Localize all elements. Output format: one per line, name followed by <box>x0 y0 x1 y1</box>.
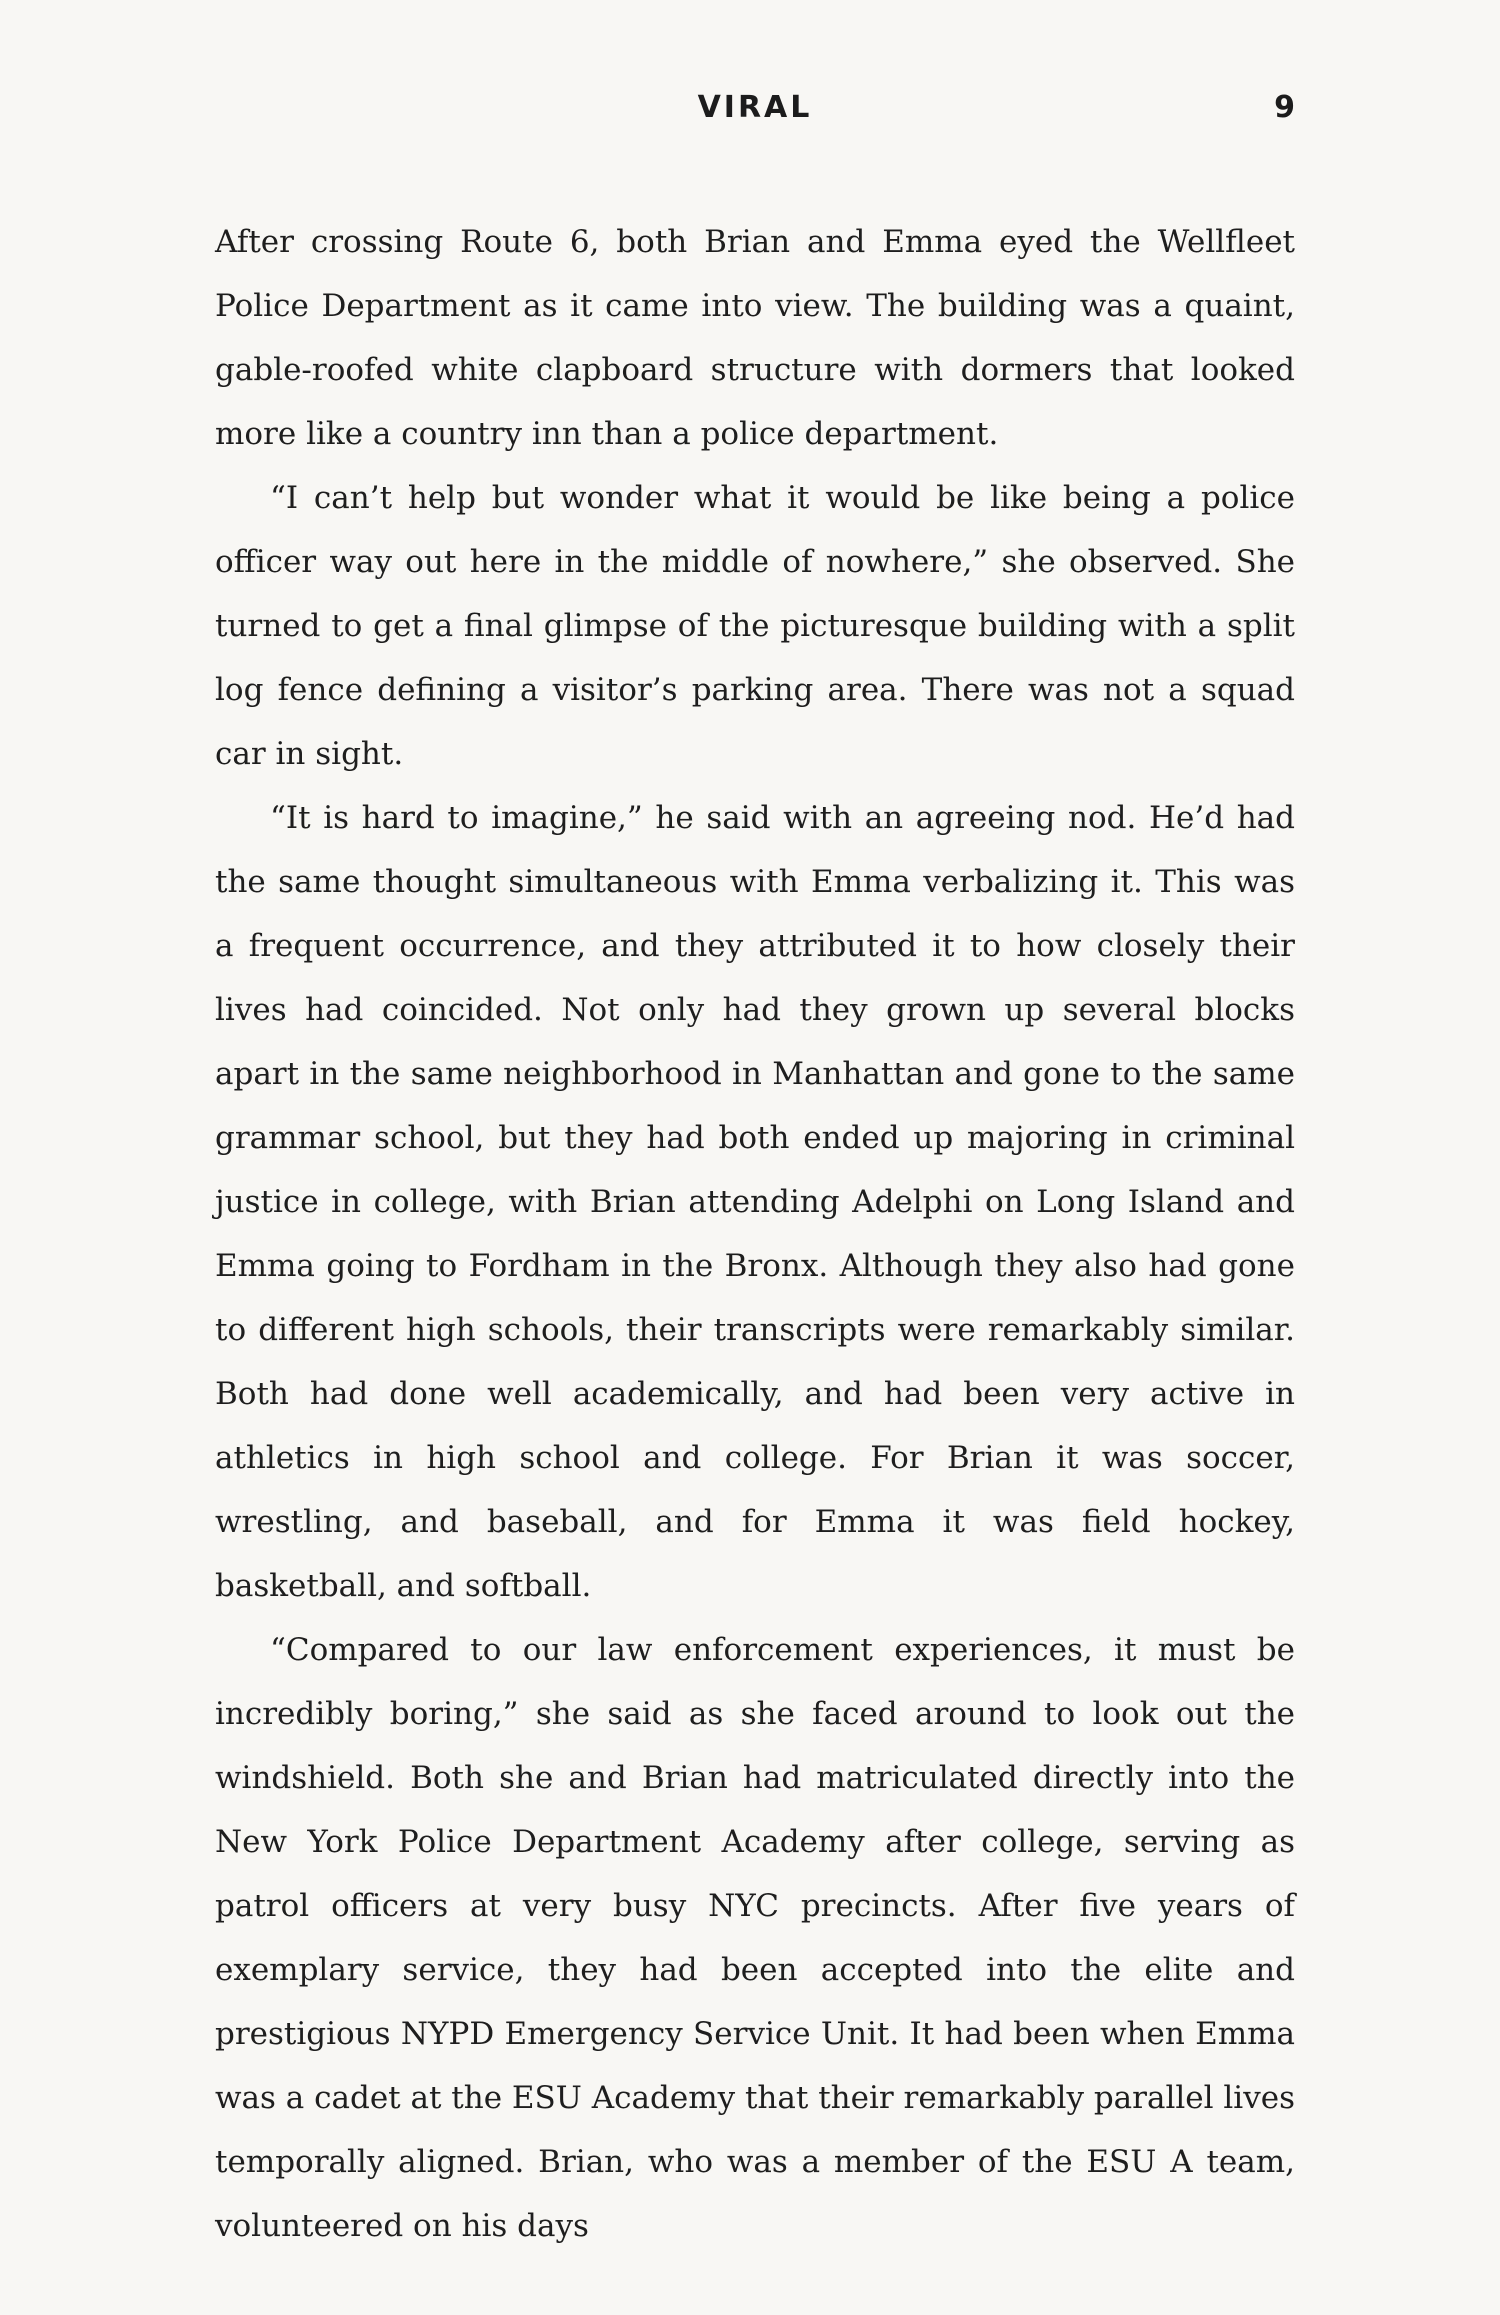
paragraph-3: “It is hard to imagine,” he said with an agreeing nod. He’d had the same thought simultaneous with Emma verbalizing it. This was a frequent occurrence, and they attributed it to how closely their lives had coincided. Not only had they grown up several blocks apart in the same neighborhood in Manhattan and gone to the same grammar school, but they had both ended up majoring in criminal justice in college, with Brian attending Adelphi on Long Island and Emma going to Fordham in the Bronx. Although they also had gone to different high schools, their transcripts were remarkably similar. Both had done well academically, and had been very active in athletics in high school and college. For Brian it was soccer, wrestling, and baseball, and for Emma it was field hockey, basketball, and softball. <box>215 800 1295 1604</box>
book-title: VIRAL <box>697 90 813 125</box>
page-number: 9 <box>1274 90 1295 125</box>
paragraph-1: After crossing Route 6, both Brian and Emma eyed the Wellfleet Police Department as it came into view. The building was a quaint, gable-roofed white clapboard structure with dormers that looked more like a country inn than a police department. <box>215 224 1295 452</box>
paragraph-2: “I can’t help but wonder what it would be like being a police officer way out here in the middle of nowhere,” she observed. She turned to get a final glimpse of the picturesque building with a split log fence defining a visitor’s parking area. There was not a squad car in sight. <box>215 480 1295 772</box>
paragraph-4: “Compared to our law enforcement experiences, it must be incredibly boring,” she said as she faced around to look out the windshield. Both she and Brian had matriculated directly into the New York Police Department Academy after college, serving as patrol officers at very busy NYC precincts. After five years of exemplary service, they had been accepted into the elite and prestigious NYPD Emergency Service Unit. It had been when Emma was a cadet at the ESU Academy that their remarkably parallel lives temporally aligned. Brian, who was a member of the ESU A team, volunteered on his days <box>215 1632 1295 2244</box>
running-header <box>215 90 1295 134</box>
body-text <box>215 210 1295 2258</box>
